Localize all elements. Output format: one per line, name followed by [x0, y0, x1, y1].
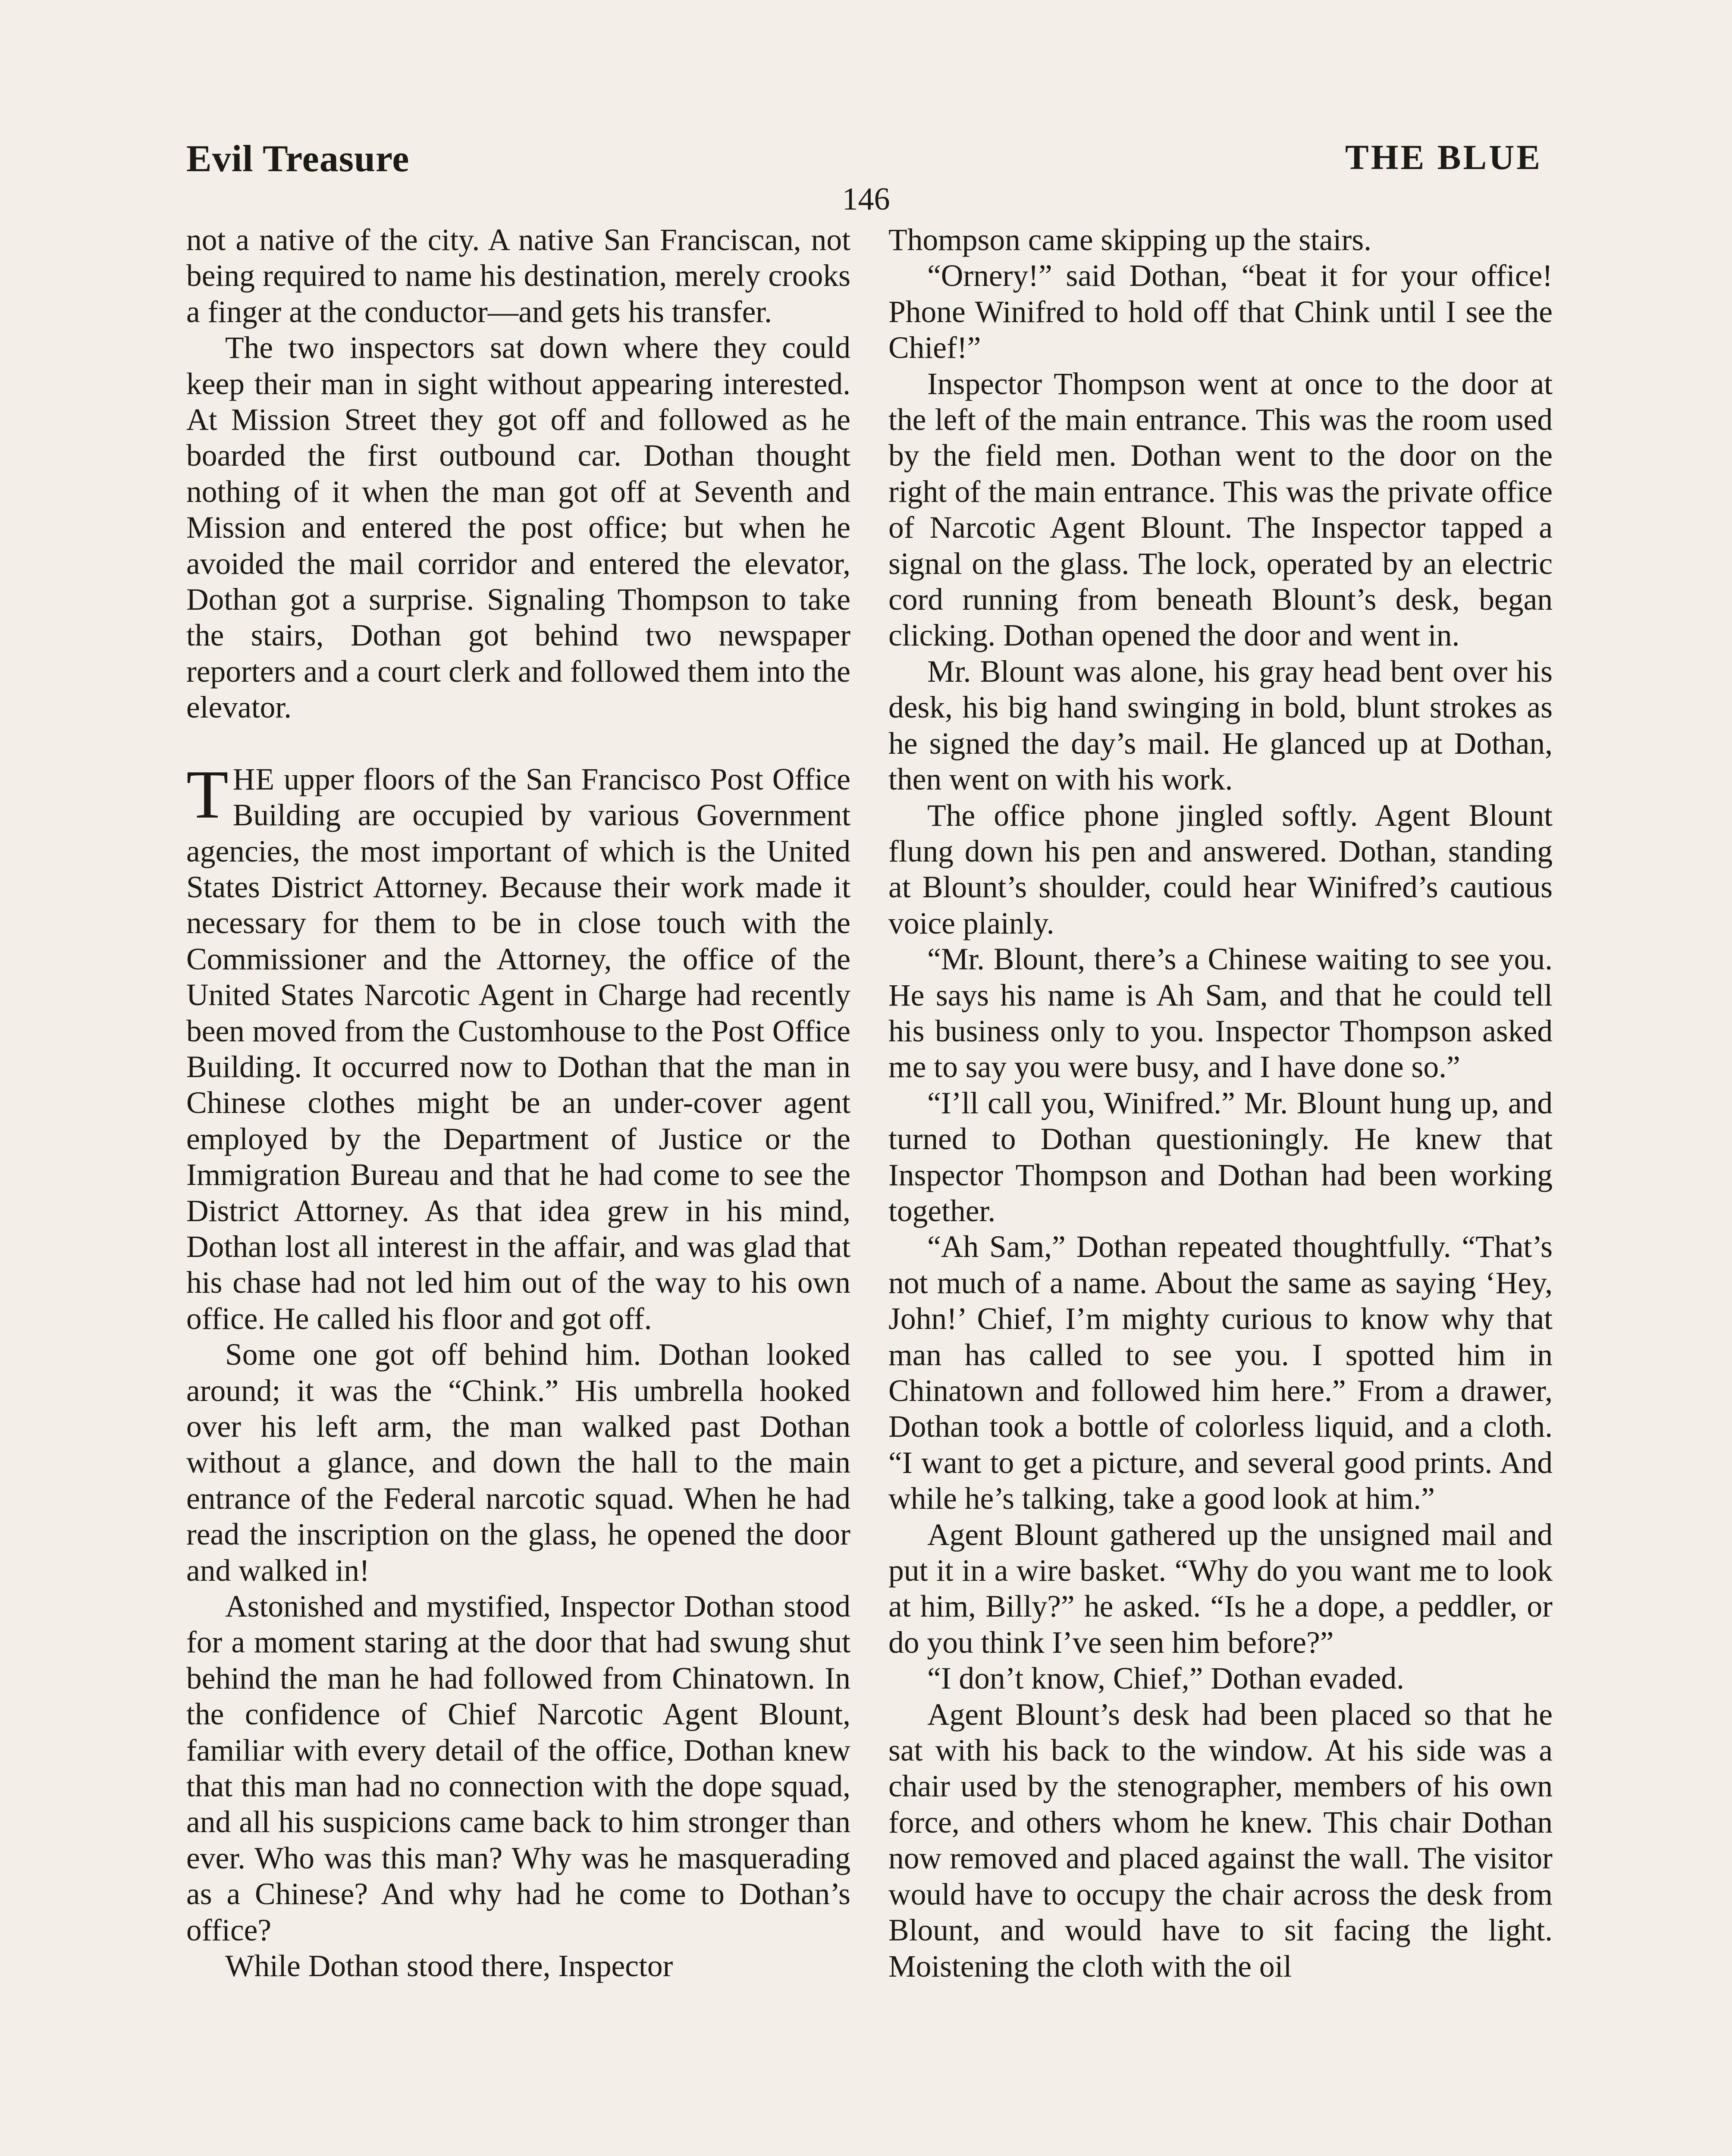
page-number: 146 — [842, 182, 890, 217]
story-title: Evil Treasure — [186, 138, 410, 180]
paragraph: “Ah Sam,” Dothan repeated thoughtfully. “That’s not much of a name. About the same as saying ‘Hey, John!’ Chief, I’m mighty curious to know why that man has called to see you. I spotted him in Chinatown and followed him here.” From a drawer, Dothan took a bottle of colorless liquid, and a cloth. “I want to get a picture, and several good prints. And while he’s talking, take a good look at him.” — [888, 1230, 1553, 1516]
paragraph: “I don’t know, Chief,” Dothan evaded. — [927, 1661, 1404, 1696]
paragraph: Inspector Thompson went at once to the door at the left of the main entrance. This was the room used by the field men. Dothan went to the door on the right of the main entrance. This was the private office of Narcotic Agent Blount. The Inspector tapped a signal on the glass. The lock, operated by an electric cord running from beneath Blount’s desk, began clicking. Dothan opened the door and went in. — [888, 367, 1553, 653]
paragraph: “Mr. Blount, there’s a Chinese waiting to see you. He says his name is Ah Sam, and that he could tell his business only to you. Inspector Thompson asked me to say you were busy, and I have done so.” — [888, 942, 1553, 1084]
paragraph: The two inspectors sat down where they could keep their man in sight without appearing interested. At Mission Street they got off and followed as he boarded the first outbound car. Dothan thought nothing of it when the man got off at Seventh and Mission and entered the post office; but when he avoided the mail corridor and entered the elevator, Dothan got a surprise. Signaling Thompson to take the stairs, Dothan got behind two newspaper reporters and a court clerk and followed them into the elevator. — [186, 331, 850, 725]
section-start-paragraph — [186, 755, 850, 1337]
section-text: upper floors of the San Francisco Post Office Building are occupied by various Government agencies, the most important of which is the United States District Attorney. Because their work made it necessary for them to be in close touch with the Commissioner and the Attorney, the office of the United States Narcotic Agent in Charge had recently been moved from the Customhouse to the Post Office Building. It occurred now to Dothan that the man in Chinese clothes might be an under-cover agent employed by the Department of Justice or the Immigration Bureau and that he had come to see the District Attorney. As that idea grew in his mind, Dothan lost all interest in the affair, and was glad that his chase had not led him out of the way to his own office. He called his floor and got off. — [186, 762, 850, 1336]
paragraph: Mr. Blount was alone, his gray head bent over his desk, his big hand swinging in bold, blunt strokes as he signed the day’s mail. He glanced up at Dothan, then went on with his work. — [888, 654, 1553, 797]
paragraph: Astonished and mystified, Inspector Dothan stood for a moment staring at the door that had swung shut behind the man he had followed from Chinatown. In the confidence of Chief Narcotic Agent Blount, familiar with every detail of the office, Dothan knew that this man had no connection with the dope squad, and all his suspicions came back to him stronger than ever. Who was this man? Why was he masquerading as a Chinese? And why had he come to Dothan’s office? — [186, 1589, 850, 1947]
section-lead-word: HE — [232, 762, 275, 796]
drop-cap: T — [186, 755, 229, 833]
right-column — [888, 222, 1553, 1984]
paragraph: While Dothan stood there, Inspector — [225, 1949, 673, 1984]
magazine-title: THE BLUE — [1345, 138, 1542, 177]
paragraph: Agent Blount gathered up the unsigned mail and put it in a wire basket. “Why do you want me to look at him, Billy?” he asked. “Is he a dope, a peddler, or do you think I’ve seen him before?” — [888, 1517, 1553, 1660]
paragraph: not a native of the city. A native San Franciscan, not being required to name his destination, merely crooks a finger at the conductor—and gets his transfer. — [186, 223, 850, 329]
paragraph: Thompson came skipping up the stairs. — [888, 223, 1372, 257]
left-column — [186, 222, 850, 1984]
paragraph: The office phone jingled softly. Agent Blount flung down his pen and answered. Dothan, standing at Blount’s shoulder, could hear Winifred’s cautious voice plainly. — [888, 798, 1553, 940]
paragraph: “I’ll call you, Winifred.” Mr. Blount hung up, and turned to Dothan questioningly. He knew that Inspector Thompson and Dothan had been working together. — [888, 1086, 1553, 1228]
paragraph: Agent Blount’s desk had been placed so that he sat with his back to the window. At his side was a chair used by the stenographer, members of his own force, and others whom he knew. This chair Dothan now removed and placed against the wall. The visitor would have to occupy the chair across the desk from Blount, and would have to sit facing the light. Moistening the cloth with the oil — [888, 1697, 1553, 1984]
paragraph: Some one got off behind him. Dothan looked around; it was the “Chink.” His umbrella hooked over his left arm, the man walked past Dothan without a glance, and down the hall to the main entrance of the Federal narcotic squad. When he had read the inscription on the glass, he opened the door and walked in! — [186, 1338, 850, 1588]
paragraph: “Ornery!” said Dothan, “beat it for your office! Phone Winifred to hold off that Chink until I see the Chief!” — [888, 259, 1553, 365]
